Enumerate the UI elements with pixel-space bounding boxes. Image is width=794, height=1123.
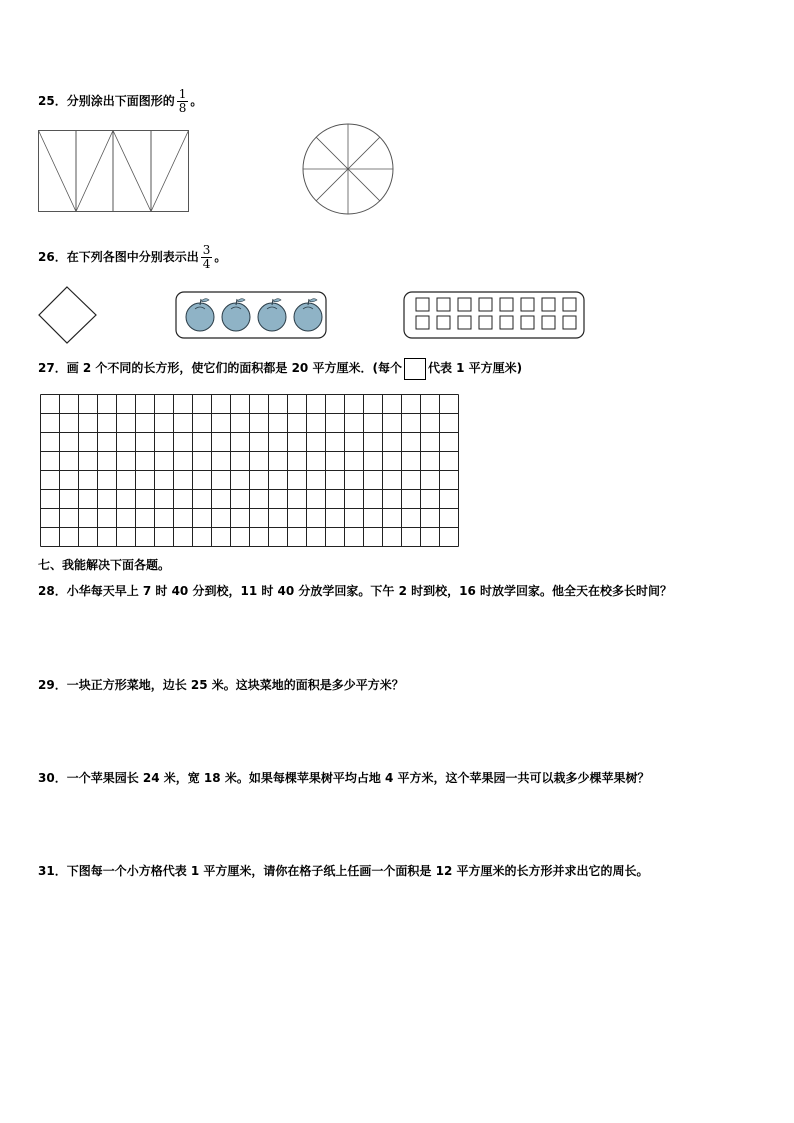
small-square <box>458 316 471 329</box>
question-number: 25． <box>38 94 67 108</box>
question-text: 小华每天早上 7 时 40 分到校，11 时 40 分放学回家。下午 2 时到校，16 时放学回家。他全天在校多长时间？ <box>66 584 672 598</box>
diamond-shape <box>38 286 98 346</box>
fraction <box>177 88 189 115</box>
small-square <box>563 298 576 311</box>
small-square <box>500 298 513 311</box>
question-number: 28． <box>38 584 67 598</box>
fraction <box>201 244 213 271</box>
small-square <box>458 298 471 311</box>
question-punct: 。 <box>214 250 227 264</box>
fraction-numerator: 3 <box>202 243 211 257</box>
unit-square-icon <box>404 358 426 380</box>
fraction-denominator: 4 <box>202 257 211 271</box>
section-title: 七、我能解决下面各题。 <box>38 558 171 572</box>
question-text: 在下列各图中分别表示出 <box>66 250 199 264</box>
small-square <box>563 316 576 329</box>
small-square <box>479 298 492 311</box>
question-number: 30． <box>38 771 67 785</box>
fraction-numerator: 1 <box>178 87 187 101</box>
fraction-denominator: 8 <box>178 101 187 115</box>
question-31 <box>38 864 648 878</box>
question-punct: 。 <box>190 94 203 108</box>
divided-circle <box>302 123 394 215</box>
small-square <box>416 316 429 329</box>
small-square <box>416 298 429 311</box>
question-29 <box>38 678 404 692</box>
apple-icon <box>294 299 322 331</box>
question-text: 一块正方形菜地，边长 25 米。这块菜地的面积是多少平方米？ <box>66 678 404 692</box>
question-text: 下图每一个小方格代表 1 平方厘米，请你在格子纸上任画一个面积是 12 平方厘米的长方形并求出它的周长。 <box>66 864 649 878</box>
apple-icon <box>186 299 214 331</box>
small-square <box>500 316 513 329</box>
divided-rectangle <box>38 130 190 213</box>
question-text-end: 代表 1 平方厘米) <box>427 361 523 375</box>
question-text: 画 2 个不同的长方形，使它们的面积都是 20 平方厘米．(每个 <box>66 361 402 375</box>
small-square <box>521 298 534 311</box>
small-square <box>437 316 450 329</box>
question-number: 29． <box>38 678 67 692</box>
small-square <box>437 298 450 311</box>
question-number: 26． <box>38 250 67 264</box>
small-square <box>521 316 534 329</box>
question-30 <box>38 771 650 785</box>
apple-group-box <box>175 291 327 339</box>
question-number: 27． <box>38 361 67 375</box>
question-26 <box>38 244 226 271</box>
question-number: 31． <box>38 864 67 878</box>
small-square <box>479 316 492 329</box>
small-square <box>542 298 555 311</box>
apple-icon <box>222 299 250 331</box>
question-28 <box>38 584 672 598</box>
square-group-box <box>403 291 585 339</box>
question-25 <box>38 88 202 115</box>
question-27 <box>38 357 522 380</box>
apple-icon <box>258 299 286 331</box>
square-grid <box>40 394 460 548</box>
small-square <box>542 316 555 329</box>
question-text: 分别涂出下面图形的 <box>66 94 175 108</box>
question-text: 一个苹果园长 24 米，宽 18 米。如果每棵苹果树平均占地 4 平方米，这个苹果园一共可以栽多少棵苹果树？ <box>66 771 650 785</box>
